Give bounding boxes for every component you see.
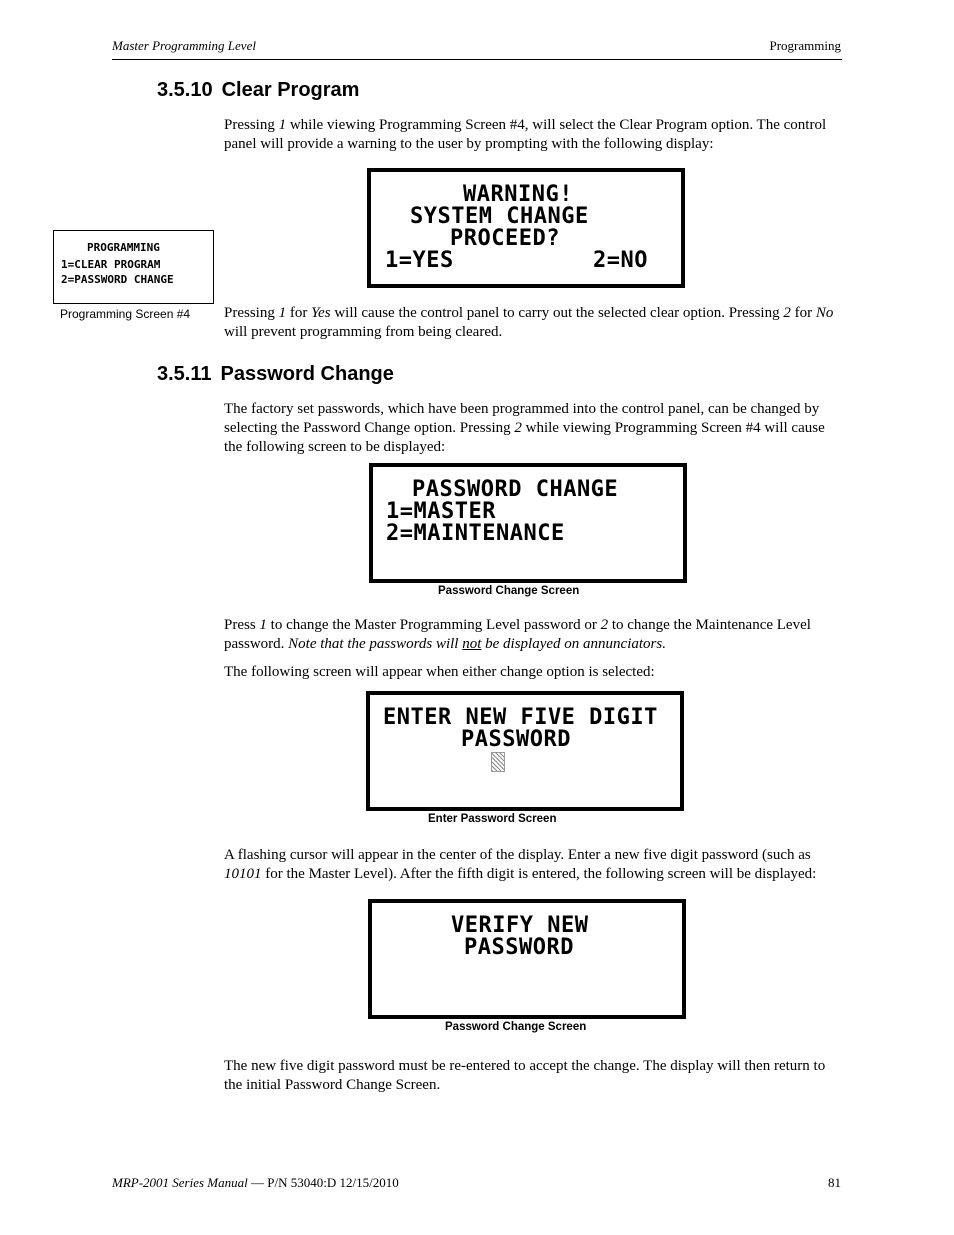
enter-password-display-screen (366, 691, 684, 811)
section-heading-password-change (157, 363, 394, 386)
verify-password-caption: Password Change Screen (445, 1021, 587, 1033)
text-run: for (286, 305, 312, 321)
running-header-left: Master Programming Level (112, 38, 256, 53)
lcd-line: VERIFY NEW (451, 913, 589, 938)
text-run-underlined: not (462, 636, 482, 652)
text-run-italic: 2 (514, 420, 522, 436)
password-change-caption: Password Change Screen (438, 585, 580, 597)
text-run-italic: No (815, 305, 834, 321)
text-run-italic: 2 (600, 617, 609, 633)
text-run-italic: Yes (311, 305, 331, 321)
text-run: while viewing Programming Screen #4 will cause the following screen to be displayed: (224, 420, 825, 455)
paragraph-clear-intro (224, 116, 844, 154)
header-rule (112, 59, 842, 60)
lcd-line: WARNING! (463, 182, 573, 207)
lcd-line: 2=MAINTENANCE (386, 521, 565, 546)
lcd-line: 1=YES (385, 248, 454, 273)
lcd-line: 1=MASTER (386, 499, 496, 524)
verify-password-display-screen (368, 899, 686, 1019)
text-run: Pressing (224, 305, 279, 321)
paragraph-clear-confirm (224, 304, 844, 342)
password-change-display-screen (369, 463, 687, 583)
programming-screen-caption: Programming Screen #4 (60, 307, 191, 321)
lcd-line: PASSWORD (461, 727, 571, 752)
text-run: to change the Master Programming Level password or (266, 617, 601, 633)
text-run-italic: 1 (278, 117, 287, 133)
text-run: to change the Maintenance Level password. (224, 617, 811, 652)
flashing-cursor-icon (491, 752, 505, 772)
text-run-italic: 1 (278, 305, 287, 321)
paragraph-flashing-cursor (224, 846, 844, 884)
paragraph-reenter: The new five digit password must be re-entered to accept the change. The display will then return to the initial Password Change Screen. (224, 1058, 826, 1093)
text-run: while viewing Programming Screen #4, will select the Clear Program option. The control panel will provide a warning to the user by prompting with the following display: (224, 117, 827, 152)
page-number: 81 (828, 1175, 841, 1190)
text-run-italic: 1 (259, 617, 267, 633)
text-run-italic: 2 (783, 305, 791, 321)
section-title: Password Change (220, 363, 394, 385)
text-run-italic: Note that the passwords will (288, 636, 463, 652)
text-run: Press (224, 617, 260, 633)
section-number: 3.5.10 (157, 79, 213, 101)
manual-title: MRP-2001 Series Manual (112, 1175, 248, 1190)
footer-separator: — (247, 1175, 268, 1190)
lcd-line: PASSWORD (464, 935, 574, 960)
running-header-right: Programming (769, 38, 841, 53)
text-run: will cause the control panel to carry out the selected clear option. Pressing (330, 305, 784, 321)
text-run-italic: be displayed on annunciators. (481, 636, 666, 652)
programming-screen-4-display (53, 230, 214, 304)
paragraph-either-option: The following screen will appear when either change option is selected: (224, 664, 655, 680)
warning-display-screen (367, 168, 685, 288)
lcd-line: 2=NO (593, 248, 648, 273)
lcd-line: ENTER NEW FIVE DIGIT (383, 705, 658, 730)
enter-password-caption: Enter Password Screen (428, 813, 557, 825)
lcd-line: PROCEED? (450, 226, 560, 251)
section-title: Clear Program (221, 79, 360, 101)
footer-manual-info (112, 1175, 399, 1191)
text-run: for the Master Level). After the fifth digit is entered, the following screen will be displayed: (261, 866, 817, 882)
part-number: P/N 53040:D 12/15/2010 (267, 1175, 399, 1190)
section-number: 3.5.11 (157, 363, 212, 385)
text-run: A flashing cursor will appear in the center of the display. Enter a new five digit password (such as (224, 847, 811, 863)
lcd-line: SYSTEM CHANGE (410, 204, 589, 229)
text-run: The factory set passwords, which have been programmed into the control panel, can be changed by selecting the Password Change option. Pressing (224, 401, 820, 436)
text-run: Pressing (224, 117, 279, 133)
text-run: will prevent programming from being cleared. (224, 324, 503, 340)
text-run-italic: 10101 (224, 866, 262, 882)
lcd-line: PASSWORD CHANGE (412, 477, 619, 502)
lcd-line: 2=PASSWORD CHANGE (61, 273, 174, 286)
lcd-line: 1=CLEAR PROGRAM (61, 258, 161, 271)
section-heading-clear-program (157, 79, 359, 102)
lcd-line: PROGRAMMING (87, 241, 160, 254)
paragraph-password-options (224, 616, 844, 654)
text-run: for (790, 305, 816, 321)
paragraph-password-intro (224, 400, 844, 457)
